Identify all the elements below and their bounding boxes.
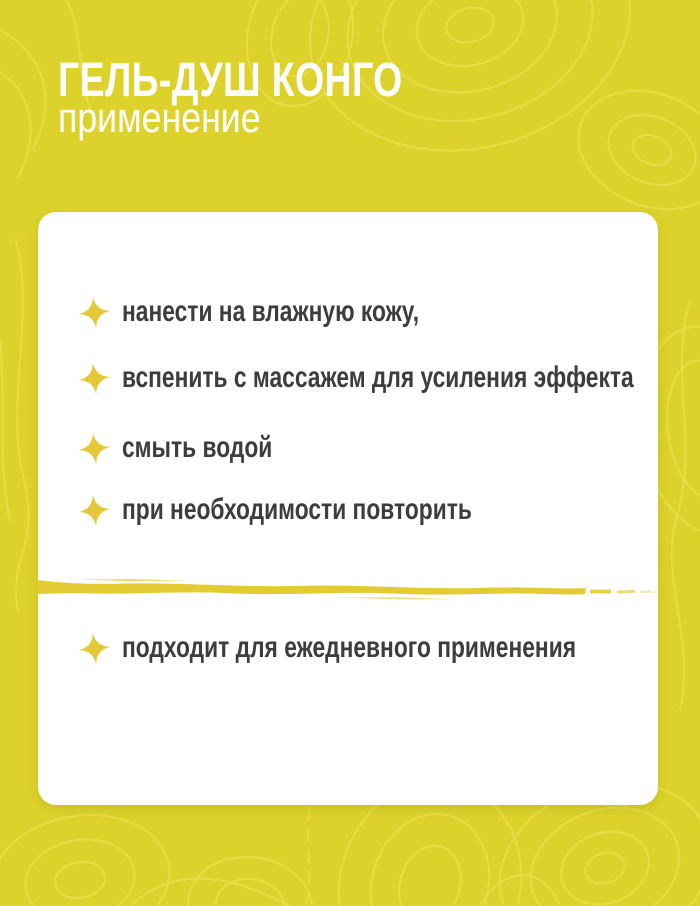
list-item: [78, 295, 513, 329]
bullet-text: вспенить с массажем для усиления эффекта: [122, 361, 634, 394]
sparkle-icon: [76, 492, 112, 528]
bullet-text: при необходимости повторить: [122, 493, 472, 526]
list-item: [78, 361, 700, 395]
bullet-text: нанести на влажную кожу,: [122, 295, 420, 328]
header: [58, 54, 500, 141]
sparkle-icon: [76, 360, 112, 396]
sparkle-icon: [76, 294, 112, 330]
bullet-text: смыть водой: [122, 431, 273, 464]
list-item: [78, 631, 700, 665]
page-subtitle: применение: [58, 94, 261, 141]
content-card: [38, 212, 658, 805]
list-item: [78, 431, 320, 465]
bullet-text: подходит для ежедневного применения: [122, 631, 577, 664]
list-item: [78, 493, 582, 527]
page-title: ГЕЛЬ-ДУШ КОНГО: [58, 54, 403, 107]
brush-stroke-divider: [38, 576, 658, 607]
sparkle-icon: [76, 630, 112, 666]
sparkle-icon: [76, 430, 112, 466]
